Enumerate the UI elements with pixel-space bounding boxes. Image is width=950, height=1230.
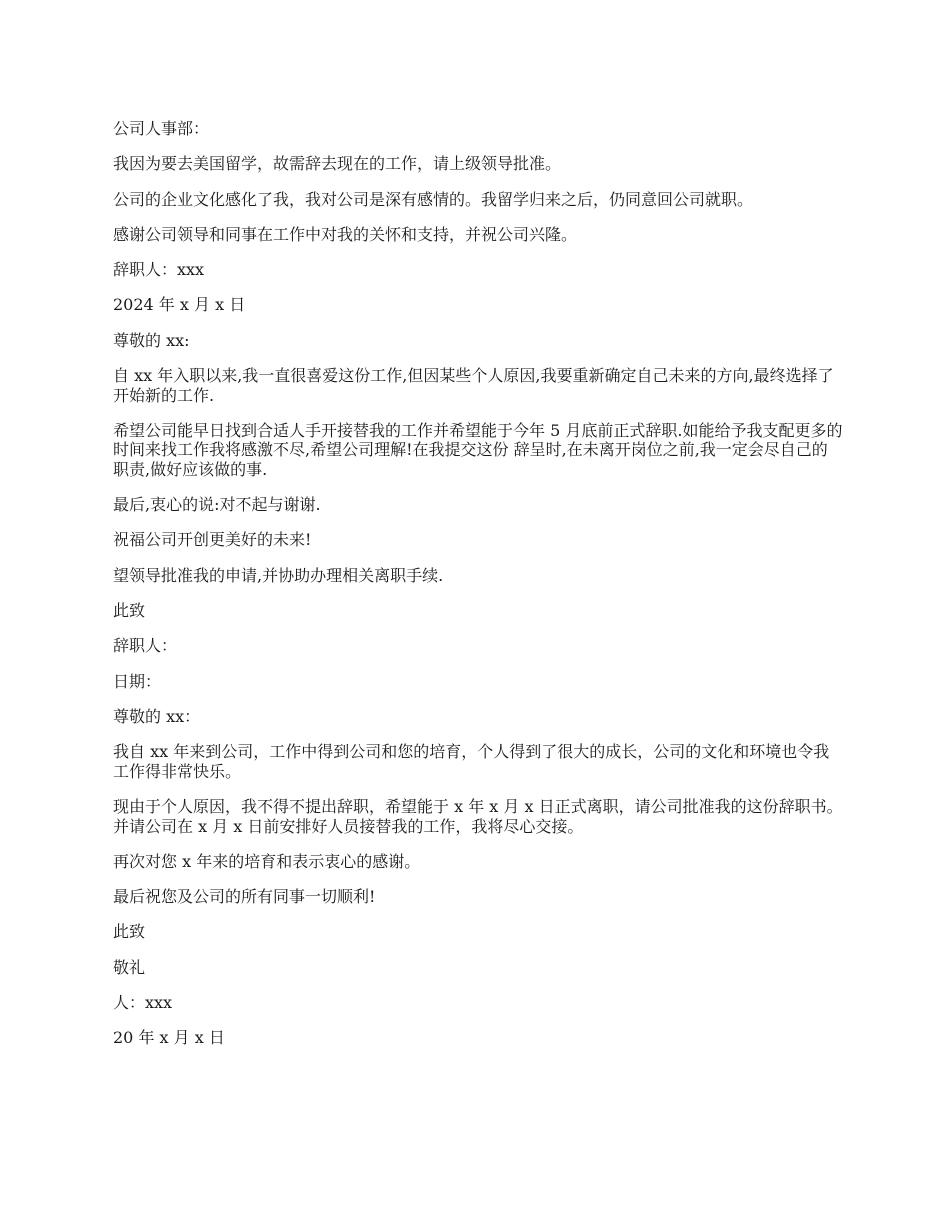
paragraph-wish-future: 祝福公司开创更美好的未来! xyxy=(113,530,312,550)
document-body xyxy=(113,119,843,1064)
paragraph-company-culture: 公司的企业文化感化了我，我对公司是深有感情的。我留学归来之后，仍同意回公司就职。 xyxy=(113,189,754,209)
closing-cizhi: 此致 xyxy=(113,601,146,621)
signature-resigner-blank: 辞职人： xyxy=(113,636,178,656)
salutation-hr-department: 公司人事部： xyxy=(113,119,210,138)
paragraph-finally-sorry: 最后,衷心的说:对不起与谢谢. xyxy=(113,495,321,515)
signature-date-blank: 日期： xyxy=(113,671,162,691)
salutation-respected: 尊敬的 xx: xyxy=(113,330,190,350)
paragraph-best-wishes: 最后祝您及公司的所有同事一切顺利! xyxy=(113,887,376,907)
paragraph-personal-reasons: 现由于个人原因，我不得不提出辞职，希望能于 x 年 x 月 x 日正式离职，请公司批准我的这份辞职书。并请公司在 x 月 x 日前安排好人员接替我的工作，我将尽心交接。 xyxy=(113,797,843,836)
paragraph-came-to-company: 我自 xx 年来到公司，工作中得到公司和您的培育，个人得到了很大的成长，公司的文化和环境也令我工作得非常快乐。 xyxy=(113,742,830,781)
paragraph-study-abroad: 我因为要去美国留学，故需辞去现在的工作，请上级领导批准。 xyxy=(113,154,562,174)
paragraph-gratitude: 再次对您 x 年来的培育和表示衷心的感谢。 xyxy=(113,851,421,871)
closing-jingli: 敬礼 xyxy=(113,957,146,977)
signature-date-2: 20 年 x 月 x 日 xyxy=(113,1028,225,1048)
signature-resigner: 辞职人：xxx xyxy=(113,260,205,280)
signature-date: 2024 年 x 月 x 日 xyxy=(113,295,246,315)
closing-cizhi-2: 此致 xyxy=(113,922,146,942)
salutation-respected-2: 尊敬的 xx： xyxy=(113,706,201,726)
paragraph-hope-replacement: 希望公司能早日找到合适人手开接替我的工作并希望能于今年 5 月底前正式辞职.如能给予我支配更多的时间来找工作我将感激不尽,希望公司理解!在我提交这份 辞呈时,在未离开岗位之前,我一定会尽自己的职责,做好应该做的事. xyxy=(113,420,843,479)
paragraph-request-approval: 望领导批准我的申请,并协助办理相关离职手续. xyxy=(113,565,444,585)
paragraph-thanks: 感谢公司领导和同事在工作中对我的关怀和支持，并祝公司兴隆。 xyxy=(113,224,578,244)
paragraph-since-joining: 自 xx 年入职以来,我一直很喜爱这份工作,但因某些个人原因,我要重新确定自己未来的方向,最终选择了开始新的工作. xyxy=(113,366,834,405)
signature-person: 人：xxx xyxy=(113,993,173,1013)
